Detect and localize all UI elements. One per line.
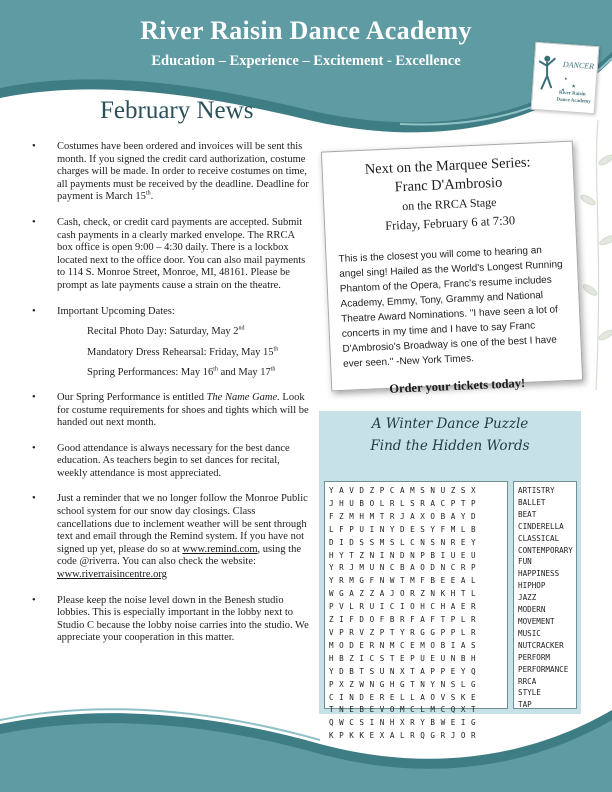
word-list-item: CLASSICAL <box>518 533 560 543</box>
dancer-logo <box>531 42 600 114</box>
word-list-item: MOVEMENT <box>518 616 555 626</box>
word-list-item: MUSIC <box>518 628 541 638</box>
grid-row: T N E B E V O M C L M C Q X T <box>329 705 477 715</box>
grid-row: W G A Z Z A J O R Z N K H T L <box>329 589 477 599</box>
news-item-dates: • Important Upcoming Dates: Recital Photo Day: Saturday, May 2nd Mandatory Dress Rehearsal: Friday, May 15th Spring Performances: May 16th and May 17th <box>32 306 310 380</box>
bullet-icon: • <box>32 216 36 228</box>
grid-row: Z I F D O F B R F A F T P L R <box>329 615 477 625</box>
news-item-payments: • Cash, check, or credit card payments are accepted. Submit cash payments in a clearly marked envelope. The RRCA box office is open 9:00 – 4:30 daily. There is a lockbox located next to the office door. You can also mail payments to 114 S. Monroe Street, Monroe, MI, 48161. Please be prompt as late payments cause a strain on the theatre. <box>32 216 306 291</box>
news-item-spring-performance: • Our Spring Performance is entitled The Name Game. Look for costume requirements for shoes and tights which will be handed out next month. <box>32 391 309 429</box>
grid-row: J H U B O L R L S R A C P T P <box>329 498 477 508</box>
grid-row: K P K K E X A L R Q G R J O R <box>329 731 477 741</box>
letter-grid <box>324 481 508 741</box>
marquee-heading: Next on the Marquee Series: Franc D'Ambrosio on the RRCA Stage Friday, February 6 at 7:30 <box>364 154 531 233</box>
word-list-item: PERFORM <box>518 652 551 662</box>
word-list-item: MODERN <box>518 605 546 615</box>
website-link[interactable]: www.riverraisincentre.org <box>57 569 167 581</box>
grid-row: Y A V D Z P C A M S N U Z S X <box>329 486 477 495</box>
word-list-item: CINDERELLA <box>518 521 564 531</box>
logo-text-dance-academy: Dance Academy <box>556 97 591 105</box>
news-list <box>32 141 310 645</box>
grid-row: Y D B T S U N X T A P P E Y Q <box>329 666 477 676</box>
word-list-item: TAP <box>518 700 532 710</box>
grid-row: L F P U I N Y D E S Y F M L B <box>329 524 477 534</box>
marquee-card <box>321 141 583 396</box>
word-list-item: BALLET <box>518 497 546 507</box>
news-item-costumes: • Costumes have been ordered and invoices will be sent this month. If you signed the credit card authorization, costume charges will be made. In order to receive costumes on time, all payments must be received by the deadline. Deadline for payment is March 15th. <box>32 141 309 203</box>
footer-wave <box>0 690 612 792</box>
word-list-item: HAPPINESS <box>518 569 560 579</box>
grid-row: Y R M G F N W T M F B E E A L <box>329 576 477 586</box>
word-list-item: HIPHOP <box>518 581 546 591</box>
date-spring-performances: Spring Performances: May 16th and May 17th <box>87 366 276 379</box>
logo-text-river-raisin: River Raisin <box>558 90 586 98</box>
order-tickets-cta[interactable]: Order your tickets today! <box>388 375 526 396</box>
bullet-icon: • <box>32 594 36 606</box>
grid-row: H Y T Z N I N D N P B I U E U <box>329 550 477 560</box>
word-list-item: ARTISTRY <box>518 486 555 495</box>
grid-row: P V L R U I C I O H C H A E R <box>329 602 477 612</box>
date-dress-rehearsal: Mandatory Dress Rehearsal: Friday, May 15th <box>87 346 279 358</box>
bullet-icon: • <box>32 141 36 152</box>
branch-decoration <box>578 120 612 400</box>
news-item-attendance: • Good attendance is always necessary for the best dance education. As teachers begin to set dances for recital, weekly attendance is most appreciated. <box>32 442 290 479</box>
svg-text:★: ★ <box>561 86 565 93</box>
marquee-description: This is the closest you will come to hearing an angel sing! Hailed as the World's Longest Running Phantom of the Opera, Franc's resume includes Academy, Emmy, Tony, Grammy and National Theatre Award Nominations. "I have seen a lot of concerts in my time and I have to say Franc D'Ambrosio's Broadway is one of the best I have ever seen." -New York Times. <box>338 245 563 370</box>
february-news-heading: February News <box>100 97 254 124</box>
word-list-item: NUTCRACKER <box>518 640 564 650</box>
word-list-item: FUN <box>518 557 532 567</box>
word-list-item: BEAT <box>518 509 537 519</box>
news-item-snow-days: • Just a reminder that we no longer follow the Monroe Public school system for our snow day closings. Class cancellations due to inclement weather will be sent through text and email through the Remind system. If you have not signed up yet, please do so at www.remind.com, using the code @riverra. You can also check the website: www.riverraisincentre.org <box>32 493 308 581</box>
word-list <box>513 481 577 709</box>
puzzle-title: A Winter Dance Puzzle Find the Hidden Words <box>370 416 530 454</box>
grid-row: H B Z I C S T E P U E U N B H <box>329 653 477 663</box>
bullet-icon: • <box>32 391 36 403</box>
word-list-item: STYLE <box>518 688 541 698</box>
bullet-icon: • <box>32 442 36 454</box>
logo-text-dancer: DANCER <box>562 59 595 71</box>
news-item-noise: • Please keep the noise level down in the Benesh studio lobbies. This is especially important in the lobby next to Studio C because the lobby noise carries into the studio. We appreciate your cooperation in this matter. <box>32 594 309 644</box>
grid-row: D I D S S M S L C N S N R E Y <box>329 537 477 547</box>
grid-row: Y R J M U N C B A O D N C R P <box>329 563 477 573</box>
academy-title: River Raisin Dance Academy <box>140 16 472 45</box>
word-list-item: JAZZ <box>518 593 537 603</box>
grid-row: C I N D E R E L L A O V S K E <box>329 692 477 702</box>
date-recital-photo: Recital Photo Day: Saturday, May 2nd <box>87 325 245 338</box>
grid-row: Q W C S I N H X R Y B W E I G <box>329 718 477 728</box>
grid-row: P X Z W N G H G T N Y N S L G <box>329 679 477 689</box>
remind-link[interactable]: www.remind.com <box>182 543 258 555</box>
word-search-puzzle <box>319 411 581 741</box>
word-list-item: PERFORMANCE <box>518 664 569 674</box>
grid-row: F Z M H M T R J A X O B A Y D <box>329 511 477 521</box>
svg-text:★: ★ <box>571 84 577 90</box>
academy-tagline: Education – Experience – Excitement - Excellence <box>151 53 461 69</box>
bullet-icon: • <box>32 493 36 505</box>
word-list-item: CONTEMPORARY <box>518 545 573 555</box>
word-list-item: RRCA <box>518 676 537 686</box>
grid-row: V P R V Z P T Y R G G P P L R <box>329 627 477 637</box>
grid-row: M O D E R N M C E M O B I A S <box>329 640 477 650</box>
bullet-icon: • <box>32 305 36 317</box>
svg-text:★: ★ <box>563 75 568 82</box>
